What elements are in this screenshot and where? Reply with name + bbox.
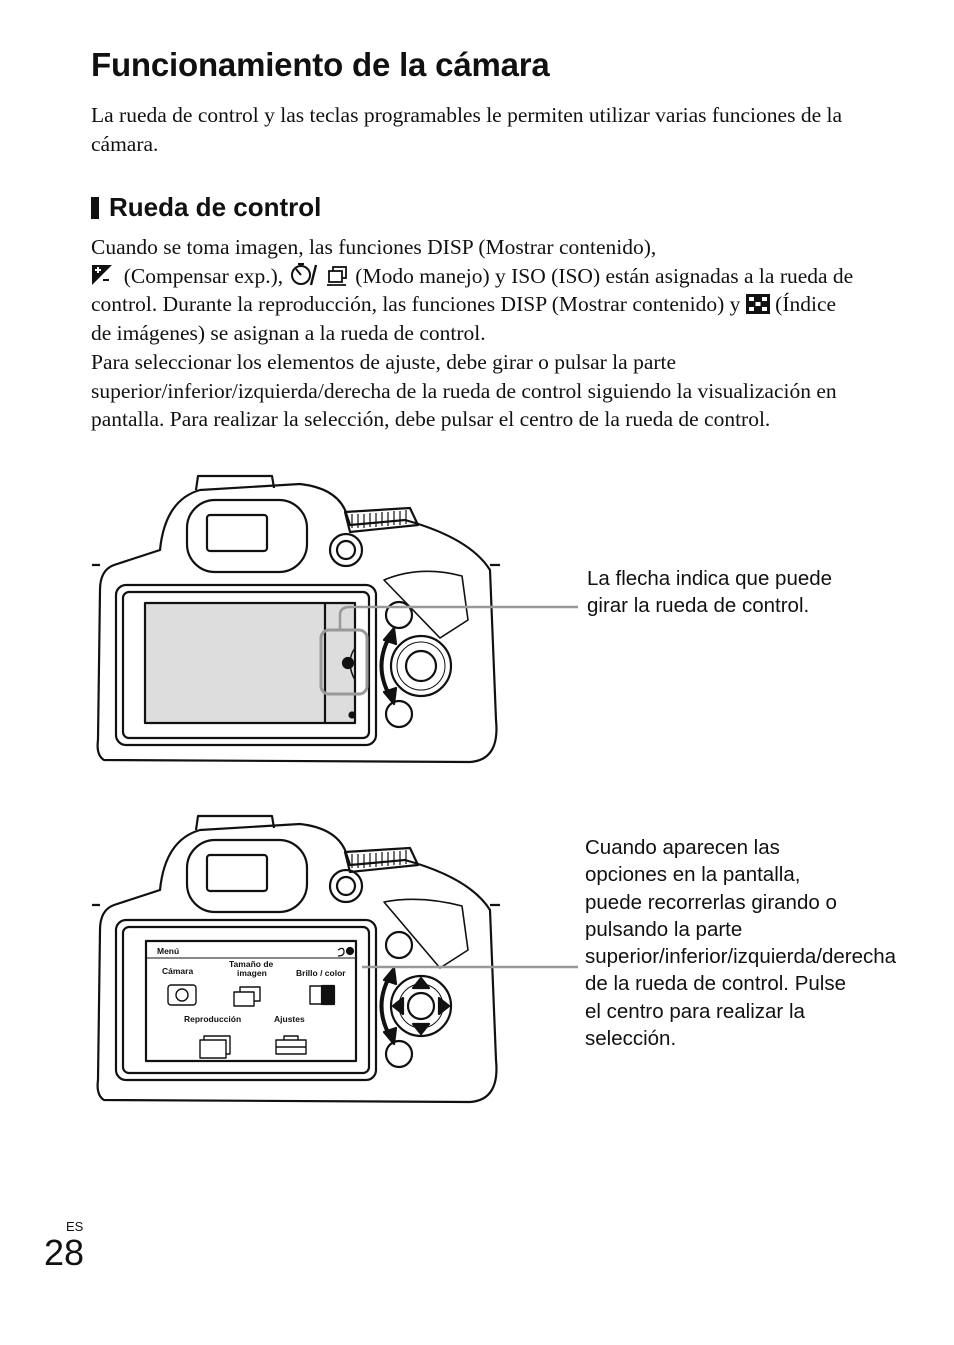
callout-rotate-text: La flecha indica que puede girar la rueda de control. (587, 567, 833, 618)
section-title: Rueda de control (109, 192, 322, 222)
self-timer-icon (289, 262, 319, 286)
image-index-icon (746, 294, 770, 314)
menu-item-playback: Reproducción (184, 1014, 242, 1024)
exposure-compensation-icon (91, 264, 113, 286)
menu-item-image-size-line1: Tamaño de (229, 959, 274, 969)
menu-item-image-size-line2: imagen (237, 968, 267, 978)
menu-item-settings: Ajustes (274, 1014, 305, 1024)
menu-item-brightness: Brillo / color (296, 968, 346, 978)
menu-item-camera: Cámara (162, 966, 194, 976)
menu-title: Menú (157, 946, 180, 956)
body-paragraph-2: Para seleccionar los elementos de ajuste, debe girar o pulsar la parte superior/inferior/izquierda/derecha de la rueda de control siguiendo la visualización en pantalla. Para realizar la selección, debe pulsar el centro de la rueda de control. (91, 349, 837, 432)
body-paragraph-1: Cuando se toma imagen, las funciones DISP (Mostrar contenido), (Compensar exp.), (Modo manejo) y ISO (ISO) están asignadas a la rueda de control. Durante la reproducción, las funciones DISP (Mostrar contenido) y (Índice de imágenes) se asignan a la rueda de control. (91, 235, 854, 346)
body-text (91, 233, 861, 434)
continuous-shooting-icon (324, 264, 350, 286)
camera-illustration-rotate (0, 470, 954, 770)
section-marker-icon (91, 197, 99, 219)
page-title: Funcionamiento de la cámara (91, 46, 550, 83)
language-code: ES (66, 1219, 84, 1234)
intro-paragraph: La rueda de control y las teclas programables le permiten utilizar varias funciones de la cámara. (91, 103, 842, 156)
page-number: 28 (44, 1232, 85, 1273)
callout-menu-text: Cuando aparecen las opciones en la pantalla, puede recorrerlas girando o pulsando la parte superior/inferior/izquierda/derecha de la rueda de control. Pulse el centro para realizar la selección. (585, 836, 897, 1051)
section-heading (91, 192, 321, 223)
